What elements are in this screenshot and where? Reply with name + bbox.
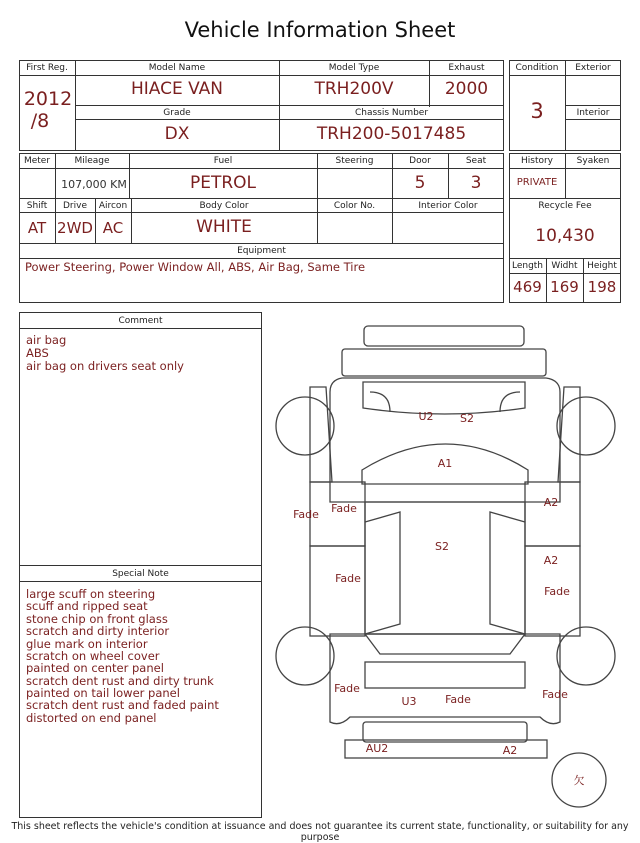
comment-line: ABS <box>26 346 49 360</box>
model-type-value: TRH200V <box>314 79 394 99</box>
mileage-label: Mileage <box>74 156 110 166</box>
special-note-line: scratch and dirty interior <box>26 624 170 638</box>
shift-label: Shift <box>26 201 48 211</box>
door-value: 5 <box>414 173 426 193</box>
roof <box>365 502 525 634</box>
hood <box>342 349 546 376</box>
history-value: PRIVATE <box>516 177 558 188</box>
length-value: 469 <box>513 278 542 296</box>
special-note-label: Special Note <box>112 569 169 579</box>
chassis-number-value: TRH200-5017485 <box>316 124 467 144</box>
height-label: Height <box>587 261 617 271</box>
special-note-line: painted on center panel <box>26 661 164 675</box>
height-value: 198 <box>587 278 617 296</box>
interior-label: Interior <box>576 108 610 118</box>
width-value: 169 <box>550 278 579 296</box>
comment-line: air bag on drivers seat only <box>26 359 184 373</box>
rear-step <box>363 722 527 742</box>
grade-label: Grade <box>163 108 191 118</box>
mark-fade-rear: Fade <box>445 693 471 706</box>
length-label: Length <box>511 261 544 271</box>
mark-u2: U2 <box>418 410 434 423</box>
special-note-line: distorted on end panel <box>26 711 157 725</box>
special-note-line: scuff and ripped seat <box>26 599 148 613</box>
fender-front-right <box>558 387 580 482</box>
rear-glass <box>365 634 525 654</box>
color-no-label: Color No. <box>333 201 376 211</box>
mark-a2-right-lower: A2 <box>543 554 559 567</box>
fuel-value: PETROL <box>189 173 257 193</box>
first-reg-month: /8 <box>30 110 50 132</box>
footer-disclaimer: This sheet reflects the vehicle's condition at issuance and does not guarantee its current state, functionality, or suitability for any purpose <box>11 821 629 843</box>
width-label: Widht <box>551 261 578 271</box>
mark-fade-left-bottom: Fade <box>334 682 360 695</box>
special-note-line: large scuff on steering <box>26 587 156 601</box>
comment-label: Comment <box>118 316 163 326</box>
special-note-line: stone chip on front glass <box>26 612 168 626</box>
drive-label: Drive <box>63 201 87 211</box>
sheet-title: Vehicle Information Sheet <box>184 18 456 42</box>
body-color-label: Body Color <box>199 201 249 211</box>
condition-value: 3 <box>530 99 544 123</box>
mileage-value: 107,000 KM <box>61 178 127 191</box>
chassis-number-label: Chassis Number <box>354 108 429 118</box>
special-note-line: glue mark on interior <box>26 637 148 651</box>
shift-value: AT <box>27 219 47 237</box>
mark-a2-right-upper: A2 <box>543 496 559 509</box>
grade-value: DX <box>164 124 190 144</box>
door-rear-left <box>310 546 365 636</box>
model-name-value: HIACE VAN <box>130 79 224 99</box>
fuel-label: Fuel <box>213 156 233 166</box>
wheel-front-left <box>276 397 334 455</box>
vehicle-damage-diagram <box>270 322 620 818</box>
drive-value: 2WD <box>57 219 93 237</box>
mark-fade-left-lower: Fade <box>335 572 361 585</box>
condition-label: Condition <box>515 63 559 73</box>
mark-fade-right-bottom: Fade <box>542 688 568 701</box>
equipment-value: Power Steering, Power Window All, ABS, Air Bag, Same Tire <box>25 260 366 274</box>
first-reg-label: First Reg. <box>26 63 68 73</box>
mark-au2: AU2 <box>365 742 389 755</box>
exhaust-label: Exhaust <box>448 63 485 73</box>
mark-s2-center: S2 <box>435 540 449 553</box>
front-bumper <box>364 326 524 346</box>
seat-label: Seat <box>465 156 487 166</box>
recycle-fee-label: Recycle Fee <box>538 201 592 211</box>
aircon-label: Aircon <box>98 201 128 211</box>
mark-fade-left-upper: Fade <box>331 502 357 515</box>
body-color-value: WHITE <box>196 217 252 237</box>
tailgate <box>365 662 525 688</box>
model-type-label: Model Type <box>328 63 380 73</box>
exterior-label: Exterior <box>575 63 611 73</box>
mark-stamp: 欠 <box>573 774 585 787</box>
mark-fade-right-lower: Fade <box>544 585 570 598</box>
mark-a1: A1 <box>437 457 453 470</box>
special-note-line: scratch dent rust and faded paint <box>26 698 219 712</box>
history-label: History <box>520 156 554 166</box>
seat-value: 3 <box>470 173 482 193</box>
first-reg-year: 2012 <box>23 88 73 110</box>
comment-line: air bag <box>26 333 67 347</box>
special-note-line: scratch dent rust and dirty trunk <box>26 674 214 688</box>
exhaust-value: 2000 <box>444 79 489 99</box>
special-note-line: painted on tail lower panel <box>26 686 180 700</box>
mark-fade-left-outer: Fade <box>293 508 319 521</box>
equipment-label: Equipment <box>237 246 286 256</box>
recycle-fee-value: 10,430 <box>535 226 595 246</box>
mark-u3: U3 <box>401 695 417 708</box>
aircon-value: AC <box>102 219 124 237</box>
syaken-label: Syaken <box>576 156 610 166</box>
wheel-front-right <box>557 397 615 455</box>
door-front-right <box>525 482 580 546</box>
interior-color-label: Interior Color <box>418 201 478 211</box>
steering-label: Steering <box>335 156 374 166</box>
mark-a2-bottom: A2 <box>502 744 518 757</box>
special-note-line: scratch on wheel cover <box>26 649 160 663</box>
mark-s2-top: S2 <box>460 412 474 425</box>
model-name-label: Model Name <box>148 63 206 73</box>
meter-label: Meter <box>23 156 51 166</box>
door-label: Door <box>409 156 431 166</box>
